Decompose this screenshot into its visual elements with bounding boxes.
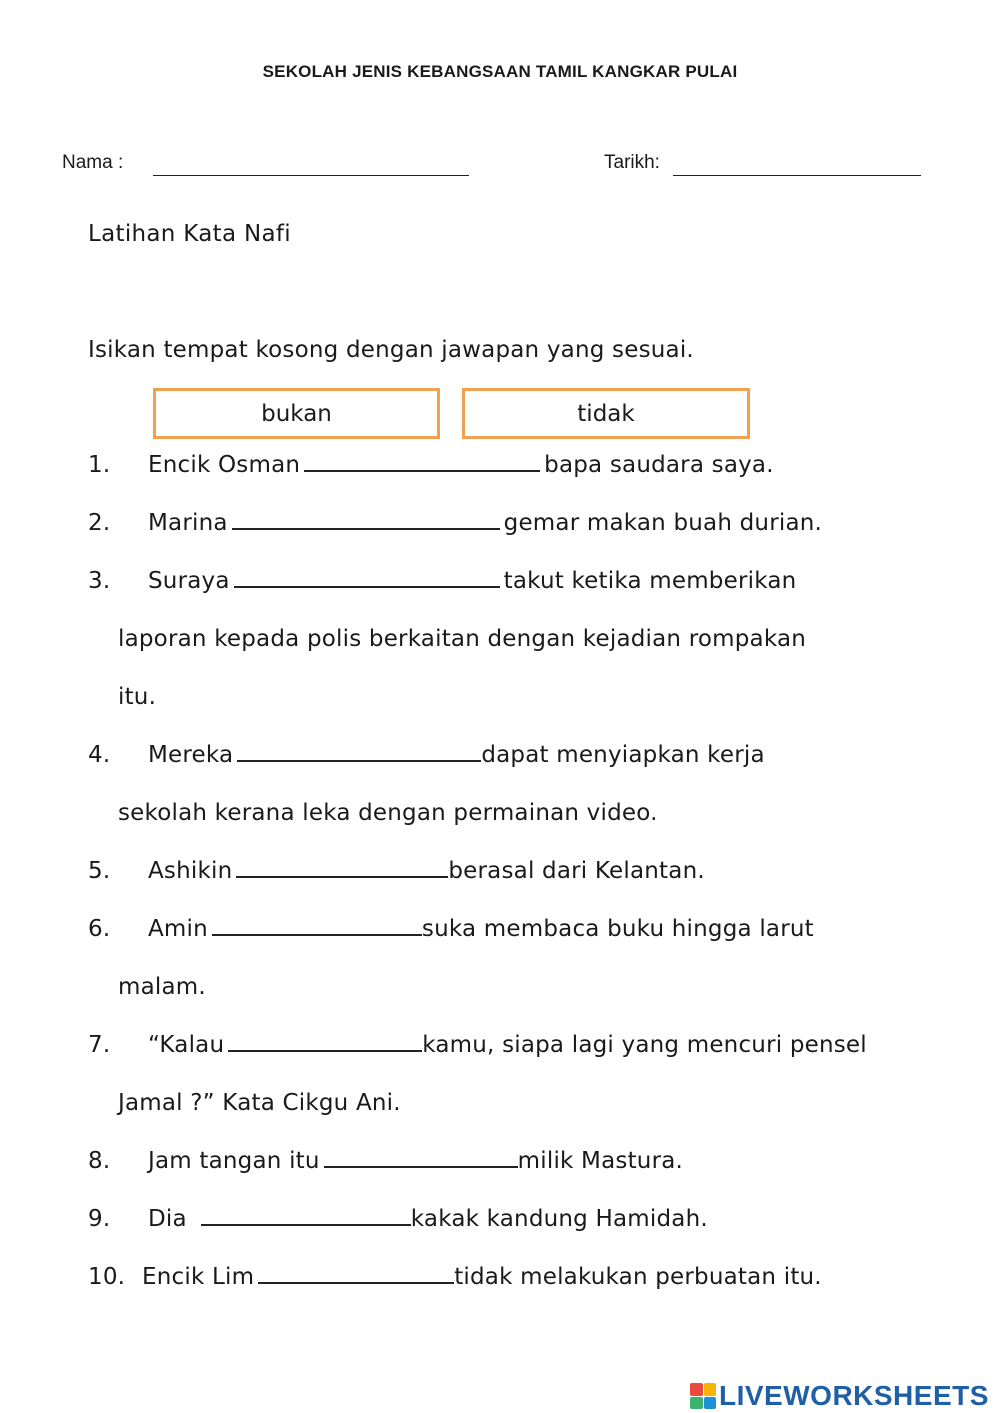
question-5 [88, 858, 705, 884]
question-9 [88, 1206, 708, 1232]
question-number: 8. [88, 1148, 111, 1174]
question-number: 7. [88, 1032, 111, 1058]
question-text-after: milik Mastura. [517, 1148, 684, 1174]
question-3-continuation: laporan kepada polis berkaitan dengan kejadian rompakan [118, 626, 807, 652]
question-text-before: Dia [148, 1206, 187, 1232]
answer-blank-6[interactable] [212, 918, 422, 936]
answer-blank-2[interactable] [232, 512, 500, 530]
question-text-before: Suraya [148, 568, 230, 594]
option-box-bukan: bukan [153, 388, 440, 439]
question-number: 9. [88, 1206, 111, 1232]
nama-label: Nama : [62, 152, 124, 173]
question-number: 5. [88, 858, 111, 884]
question-number: 4. [88, 742, 111, 768]
question-8 [88, 1148, 683, 1174]
question-6 [88, 916, 814, 942]
option-box-tidak: tidak [462, 388, 750, 439]
question-3 [88, 568, 796, 594]
question-text-after: suka membaca buku hingga larut [421, 916, 814, 942]
question-7-continuation: Jamal ?” Kata Cikgu Ani. [118, 1090, 401, 1116]
answer-blank-1[interactable] [304, 454, 540, 472]
question-2 [88, 510, 822, 536]
question-text-before: Encik Osman [148, 452, 301, 478]
tarikh-answer-line[interactable] [673, 175, 921, 176]
question-number: 2. [88, 510, 111, 536]
question-4 [88, 742, 765, 768]
question-text-after: kamu, siapa lagi yang mencuri pensel [422, 1032, 867, 1058]
liveworksheets-icon [690, 1383, 716, 1409]
logo-text: LIVEWORKSHEETS [719, 1380, 989, 1411]
answer-blank-10[interactable] [258, 1266, 454, 1284]
question-text-before: Mereka [148, 742, 234, 768]
question-text-before: Jam tangan itu [148, 1148, 320, 1174]
question-text-after: berasal dari Kelantan. [448, 858, 705, 884]
tarikh-label: Tarikh: [604, 152, 660, 173]
answer-blank-5[interactable] [236, 860, 448, 878]
question-text-after: gemar makan buah durian. [503, 510, 823, 536]
question-text-after: takut ketika memberikan [503, 568, 797, 594]
question-text-before: Amin [148, 916, 208, 942]
question-number: 3. [88, 568, 111, 594]
question-number: 6. [88, 916, 111, 942]
question-text-after: kakak kandung Hamidah. [410, 1206, 708, 1232]
answer-blank-8[interactable] [324, 1150, 518, 1168]
question-text-before: Ashikin [148, 858, 233, 884]
question-text-before: “Kalau [148, 1032, 225, 1058]
question-number: 1. [88, 452, 111, 478]
question-text-after: dapat menyiapkan kerja [481, 742, 765, 768]
instruction-text: Isikan tempat kosong dengan jawapan yang sesuai. [88, 337, 694, 363]
question-number: 10. [88, 1264, 126, 1290]
worksheet-title: Latihan Kata Nafi [88, 221, 291, 247]
question-4-continuation: sekolah kerana leka dengan permainan video. [118, 800, 658, 826]
nama-answer-line[interactable] [153, 175, 469, 176]
question-text-after: tidak melakukan perbuatan itu. [454, 1264, 822, 1290]
question-10 [88, 1264, 822, 1290]
answer-blank-7[interactable] [228, 1034, 422, 1052]
liveworksheets-logo [690, 1380, 989, 1412]
question-3-continuation: itu. [118, 684, 157, 710]
answer-blank-4[interactable] [237, 744, 481, 762]
question-text-after: bapa saudara saya. [544, 452, 774, 478]
question-1 [88, 452, 774, 478]
question-6-continuation: malam. [118, 974, 206, 1000]
answer-blank-3[interactable] [234, 570, 500, 588]
school-name: SEKOLAH JENIS KEBANGSAAN TAMIL KANGKAR PULAI [262, 62, 738, 81]
answer-blank-9[interactable] [201, 1208, 411, 1226]
question-text-before: Marina [148, 510, 228, 536]
question-text-before: Encik Lim [142, 1264, 255, 1290]
question-7 [88, 1032, 867, 1058]
